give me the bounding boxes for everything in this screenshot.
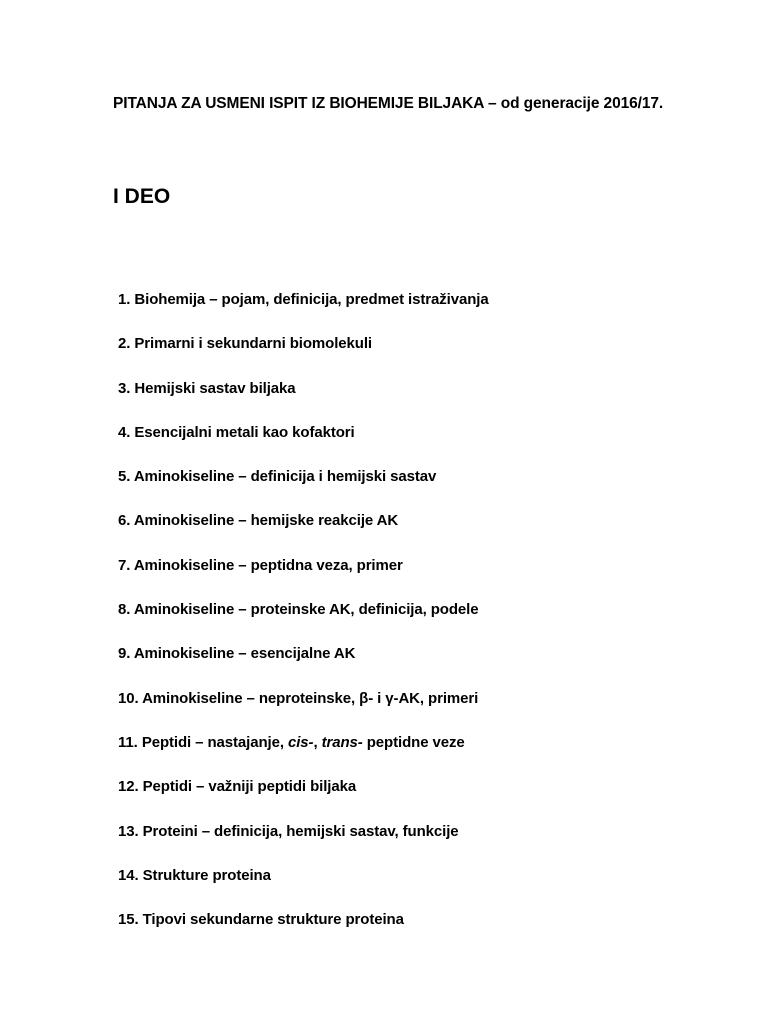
item-text: Tipovi sekundarne strukture proteina — [142, 911, 404, 929]
list-item — [118, 910, 489, 954]
item-text-mid: , — [313, 733, 322, 751]
list-item — [118, 379, 489, 423]
item-text: Aminokiseline – peptidna veza, primer — [133, 556, 403, 574]
item-number: 3. — [118, 379, 131, 397]
item-number: 9. — [118, 645, 131, 663]
italic-term-cis: cis- — [288, 733, 314, 751]
item-number: 4. — [118, 423, 131, 441]
list-item — [118, 866, 489, 910]
item-number: 10. — [118, 689, 139, 707]
list-item — [118, 290, 489, 334]
item-text: Aminokiseline – esencijalne AK — [133, 645, 356, 663]
question-list — [118, 290, 489, 954]
list-item — [118, 334, 489, 378]
item-number: 5. — [118, 468, 131, 486]
item-text: Esencijalni metali kao kofaktori — [134, 423, 355, 441]
italic-term-trans: trans- — [321, 733, 363, 751]
list-item — [118, 423, 489, 467]
document-title: PITANJA ZA USMENI ISPIT IZ BIOHEMIJE BILJAKA – od generacije 2016/17. — [113, 95, 664, 112]
list-item — [118, 556, 489, 600]
item-text: Biohemija – pojam, definicija, predmet istraživanja — [134, 291, 489, 308]
item-text: Proteini – definicija, hemijski sastav, funkcije — [142, 822, 459, 840]
item-number: 14. — [118, 866, 139, 884]
list-item — [118, 733, 489, 777]
list-item — [118, 689, 489, 733]
item-number: 8. — [118, 601, 131, 619]
item-number: 7. — [118, 556, 131, 574]
item-text: Primarni i sekundarni biomolekuli — [134, 335, 372, 353]
item-number: 11. — [118, 733, 138, 751]
item-number: 2. — [118, 335, 131, 353]
item-number: 12. — [118, 778, 139, 796]
item-text: Strukture proteina — [142, 866, 271, 884]
item-number: 15. — [118, 911, 139, 929]
item-text: Aminokiseline – definicija i hemijski sastav — [133, 468, 437, 486]
item-text: Hemijski sastav biljaka — [134, 379, 296, 397]
item-text: Aminokiseline – neproteinske, β- i γ-AK, primeri — [142, 689, 479, 707]
item-number: 1. — [118, 291, 131, 308]
list-item — [118, 467, 489, 511]
item-text: Aminokiseline – proteinske AK, definicija, podele — [133, 601, 479, 619]
item-text: Aminokiseline – hemijske reakcije AK — [133, 512, 399, 530]
item-text-after: peptidne veze — [362, 733, 465, 751]
list-item — [118, 600, 489, 644]
section-heading: I DEO — [113, 185, 171, 208]
item-text-before: Peptidi – nastajanje, — [141, 733, 288, 751]
list-item — [118, 511, 489, 555]
item-number: 6. — [118, 512, 131, 530]
list-item — [118, 644, 489, 688]
item-number: 13. — [118, 822, 139, 840]
list-item — [118, 822, 489, 866]
item-text: Peptidi – važniji peptidi biljaka — [142, 778, 357, 796]
list-item — [118, 777, 489, 821]
